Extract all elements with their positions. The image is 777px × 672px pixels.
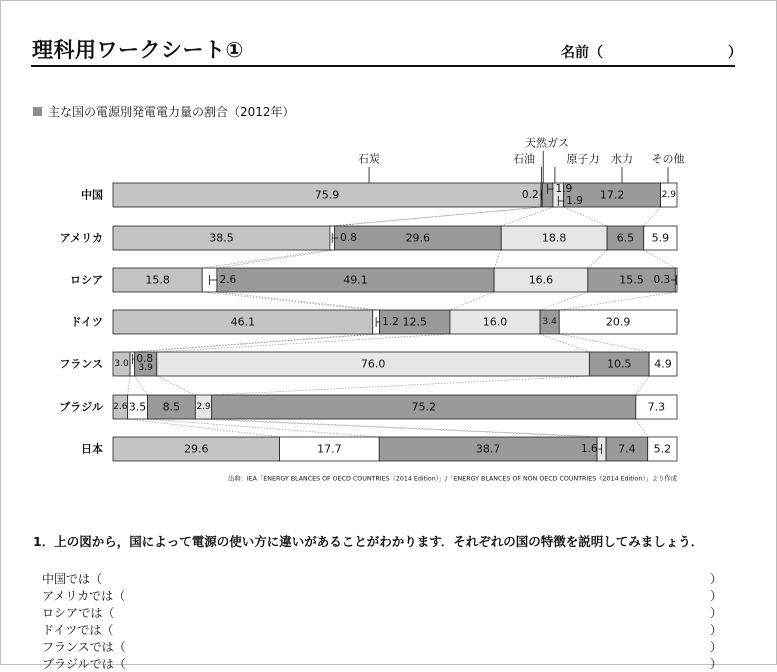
boundary-connector — [157, 376, 196, 395]
boundary-connector — [494, 250, 501, 268]
data-label: 38.7 — [475, 442, 501, 456]
question-1: 1．上の図から，国によって電源の使い方に違いがあることがわかります．それぞれの国の特徴を説明してみましょう． — [33, 534, 704, 549]
boundary-connector — [130, 334, 373, 352]
data-label: 1.9 — [566, 195, 583, 207]
boundary-connector — [128, 419, 280, 437]
boundary-connector — [128, 376, 130, 395]
data-label: 1.2 — [382, 316, 399, 328]
boundary-connector — [135, 334, 380, 352]
legend-label: 原子力 — [566, 152, 600, 166]
data-label: 3.9 — [138, 363, 153, 373]
boundary-connector — [212, 419, 606, 437]
boundary-connector — [202, 250, 330, 268]
answer-close-paren: ） — [709, 606, 722, 620]
boundary-connector — [540, 334, 589, 352]
data-label: 10.5 — [606, 357, 632, 371]
country-label: フランス — [59, 357, 103, 371]
boundary-connector — [559, 334, 649, 352]
data-label: 15.5 — [619, 273, 644, 287]
boundary-connector — [217, 292, 380, 310]
data-label: 6.5 — [616, 231, 635, 245]
answer-line-usa[interactable] — [42, 587, 722, 604]
country-label: ロシア — [70, 273, 103, 287]
boundary-connector — [540, 292, 588, 310]
data-label: 17.2 — [599, 188, 625, 202]
answer-line-france[interactable] — [42, 638, 722, 655]
data-label: 29.6 — [184, 442, 209, 456]
country-label: 中国 — [81, 188, 103, 202]
data-label: 2.6 — [219, 274, 237, 286]
boundary-connector — [564, 207, 607, 226]
boundary-connector — [217, 250, 335, 268]
data-label: 1.9 — [555, 183, 573, 195]
data-label: 0.2 — [521, 189, 539, 201]
chart-title-text: 主な国の電源別発電電力量の割合（2012年） — [48, 105, 295, 119]
boundary-connector — [559, 292, 675, 310]
answer-label: アメリカでは（ — [42, 589, 126, 603]
boundary-connector — [202, 292, 373, 310]
source-note: 出典：IEA「ENERGY BLANCES OF OECD COUNTRIES（2014 Edition）」/「ENERGY BLANCES OF NON OECD COUNTRIES（2014 Edition）」より作成 — [227, 475, 677, 483]
data-label: 8.5 — [162, 400, 181, 414]
country-label: ブラジル — [59, 400, 103, 414]
answer-label: フランスでは（ — [42, 640, 126, 654]
data-label: 38.5 — [209, 231, 234, 245]
answer-line-brazil[interactable] — [42, 655, 722, 672]
data-label: 3.0 — [114, 359, 129, 369]
name-label: 名前（ — [561, 45, 603, 61]
boundary-connector — [644, 250, 676, 268]
data-label: 2.9 — [196, 402, 211, 412]
answer-label: ドイツでは（ — [42, 623, 114, 637]
data-label: 49.1 — [343, 273, 368, 287]
data-label: 7.3 — [647, 400, 666, 414]
answer-close-paren: ） — [709, 623, 722, 637]
legend-label: 水力 — [611, 152, 633, 166]
boundary-connector — [135, 376, 148, 395]
data-label: 29.6 — [405, 231, 431, 245]
name-close-paren: ） — [728, 45, 742, 61]
data-label: 5.9 — [651, 231, 670, 245]
answer-line-china[interactable] — [42, 570, 722, 587]
answer-line-russia[interactable] — [42, 604, 722, 621]
answer-label: ブラジルでは（ — [42, 657, 126, 671]
data-label: 16.0 — [482, 315, 508, 329]
boundary-connector — [212, 376, 590, 395]
data-label: 3.5 — [128, 400, 147, 414]
answer-close-paren: ） — [709, 572, 722, 586]
data-label: 15.8 — [145, 273, 170, 287]
answer-line-germany[interactable] — [42, 621, 722, 638]
legend-label: 石炭 — [358, 152, 381, 166]
boundary-connector — [157, 334, 450, 352]
boundary-connector — [450, 292, 494, 310]
data-label: 4.9 — [654, 357, 672, 371]
data-label: 76.0 — [360, 357, 386, 371]
boundary-connector — [588, 250, 607, 268]
data-label: 0.3 — [653, 274, 671, 286]
answer-close-paren: ） — [709, 589, 722, 603]
boundary-connector — [636, 419, 648, 437]
worksheet-title: 理科用ワークシート① — [32, 38, 244, 62]
data-label: 75.9 — [314, 188, 340, 202]
country-label: 日本 — [81, 442, 103, 456]
boundary-connector — [636, 376, 649, 395]
answer-label: 中国では（ — [42, 572, 103, 586]
data-label: 20.9 — [605, 315, 631, 329]
data-label: 12.5 — [402, 315, 427, 329]
data-label: 17.7 — [317, 442, 342, 456]
data-label: 2.6 — [113, 402, 128, 412]
country-label: アメリカ — [59, 231, 103, 245]
boundary-connector — [644, 207, 661, 226]
data-label: 1.6 — [580, 443, 598, 455]
country-label: ドイツ — [70, 315, 103, 329]
answer-label: ロシアでは（ — [42, 606, 115, 620]
data-label: 0.8 — [136, 353, 154, 365]
data-label: 0.8 — [340, 232, 357, 244]
data-label: 46.1 — [230, 315, 256, 329]
data-label: 7.4 — [618, 442, 636, 456]
answer-close-paren: ） — [709, 657, 722, 671]
data-label: 16.6 — [528, 273, 554, 287]
answer-close-paren: ） — [709, 640, 722, 654]
legend-label: 天然ガス — [525, 136, 569, 150]
data-label: 75.2 — [411, 400, 437, 414]
data-label: 18.8 — [541, 231, 567, 245]
legend-label: 石油 — [513, 152, 535, 166]
data-label: 5.2 — [653, 442, 672, 456]
legend-label: その他 — [651, 152, 685, 166]
boundary-connector — [195, 419, 597, 437]
data-label: 3.4 — [542, 317, 557, 327]
data-label: 2.9 — [661, 190, 676, 200]
